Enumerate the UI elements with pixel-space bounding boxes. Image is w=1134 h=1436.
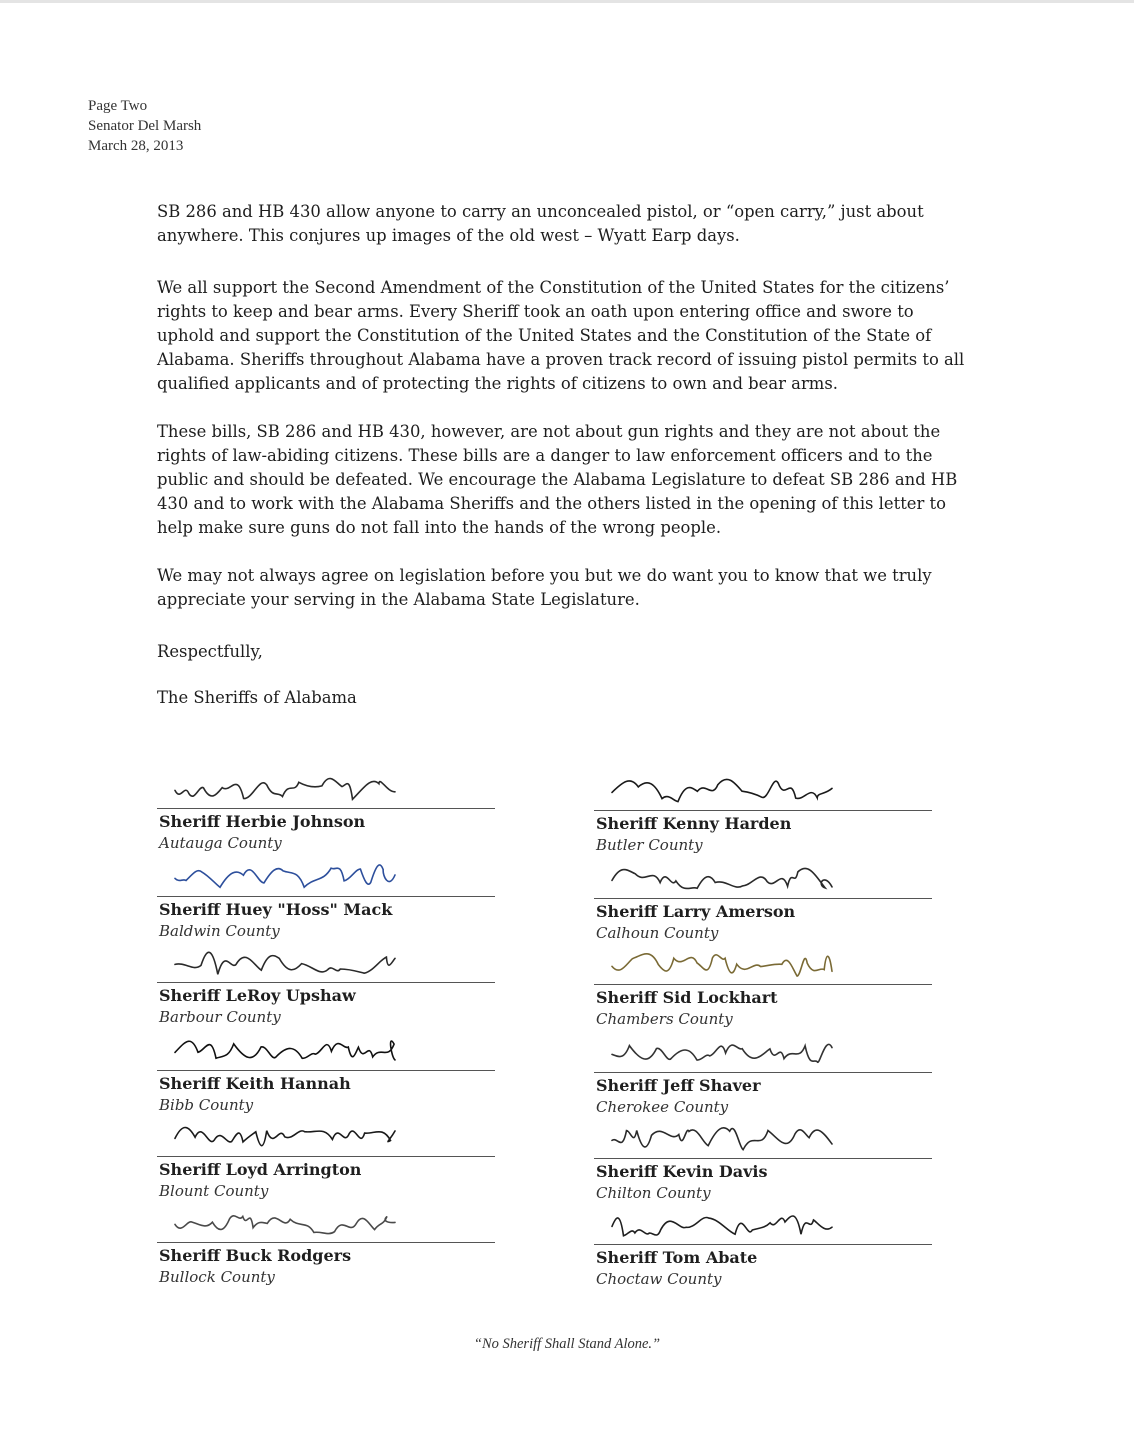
sheriff-name: Sheriff Buck Rodgers	[159, 1246, 352, 1265]
county-name: Blount County	[159, 1182, 269, 1200]
signature-line	[157, 896, 495, 897]
closing-salutation: Respectfully,	[157, 642, 263, 661]
paragraph-bills-danger: These bills, SB 286 and HB 430, however, are not about gun rights and they are not about the rights of law-abiding citizens. These bills are a danger to law enforcement officers and to the public and should be defeated. We encourage the Alabama Legislature to defeat SB 286 and HB 430 and to work with the Alabama Sheriffs and the others listed in the opening of this letter to help make sure guns do not fall into the hands of the wrong people.	[157, 422, 958, 537]
handwritten-signature	[175, 1204, 405, 1242]
handwritten-signature	[612, 1120, 842, 1158]
handwritten-signature	[175, 1032, 405, 1070]
handwritten-signature	[175, 858, 405, 896]
handwritten-signature	[612, 946, 842, 984]
signature-line	[157, 808, 495, 809]
signature-line	[157, 1156, 495, 1157]
handwritten-signature	[612, 1206, 842, 1244]
sheriff-name: Sheriff Loyd Arrington	[159, 1160, 362, 1179]
sheriff-name: Sheriff Jeff Shaver	[596, 1076, 761, 1095]
sheriff-name: Sheriff Kevin Davis	[596, 1162, 768, 1181]
signature-line	[594, 1244, 932, 1245]
letter-header	[88, 96, 201, 156]
handwritten-signature	[612, 860, 842, 898]
recipient-name: Senator Del Marsh	[88, 118, 202, 134]
signature-line	[594, 1158, 932, 1159]
handwritten-signature	[612, 772, 842, 810]
paragraph-second-amendment: We all support the Second Amendment of the Constitution of the United States for the citizens’ rights to keep and bear arms. Every Sheriff took an oath upon entering office and swore to uphold and support the Constitution of the United States and the Constitution of the State of Alabama. Sheriffs throughout Alabama have a proven track record of issuing pistol permits to all qualified applicants and of protecting the rights of citizens to own and bear arms.	[157, 278, 965, 393]
sheriff-name: Sheriff Herbie Johnson	[159, 812, 366, 831]
signatory-group: The Sheriffs of Alabama	[157, 688, 357, 707]
handwritten-signature	[612, 1034, 842, 1072]
county-name: Butler County	[596, 836, 703, 854]
paragraph-appreciation: We may not always agree on legislation before you but we do want you to know that we truly appreciate your serving in the Alabama State Legislature.	[157, 566, 932, 609]
handwritten-signature	[175, 1118, 405, 1156]
county-name: Chambers County	[596, 1010, 733, 1028]
county-name: Bibb County	[159, 1096, 254, 1114]
sheriff-name: Sheriff LeRoy Upshaw	[159, 986, 356, 1005]
handwritten-signature	[175, 770, 405, 808]
page-number: Page Two	[88, 98, 148, 114]
signature-line	[157, 1242, 495, 1243]
county-name: Barbour County	[159, 1008, 281, 1026]
sheriff-name: Sheriff Sid Lockhart	[596, 988, 778, 1007]
sheriff-name: Sheriff Tom Abate	[596, 1248, 758, 1267]
county-name: Choctaw County	[596, 1270, 722, 1288]
county-name: Chilton County	[596, 1184, 711, 1202]
signature-line	[157, 1070, 495, 1071]
footer-motto: “No Sheriff Shall Stand Alone.”	[473, 1336, 661, 1352]
signature-line	[594, 1072, 932, 1073]
sheriff-name: Sheriff Huey "Hoss" Mack	[159, 900, 393, 919]
signature-line	[594, 898, 932, 899]
handwritten-signature	[175, 944, 405, 982]
county-name: Cherokee County	[596, 1098, 729, 1116]
county-name: Baldwin County	[159, 922, 280, 940]
page-top-border	[0, 0, 1134, 3]
county-name: Bullock County	[159, 1268, 275, 1286]
county-name: Autauga County	[159, 834, 282, 852]
signature-line	[157, 982, 495, 983]
paragraph-open-carry: SB 286 and HB 430 allow anyone to carry an unconcealed pistol, or “open carry,” just about anywhere. This conjures up images of the old west – Wyatt Earp days.	[157, 202, 924, 245]
sheriff-name: Sheriff Kenny Harden	[596, 814, 792, 833]
county-name: Calhoun County	[596, 924, 719, 942]
sheriff-name: Sheriff Larry Amerson	[596, 902, 796, 921]
sheriff-name: Sheriff Keith Hannah	[159, 1074, 351, 1093]
signature-line	[594, 810, 932, 811]
signature-line	[594, 984, 932, 985]
letter-date: March 28, 2013	[88, 138, 184, 154]
